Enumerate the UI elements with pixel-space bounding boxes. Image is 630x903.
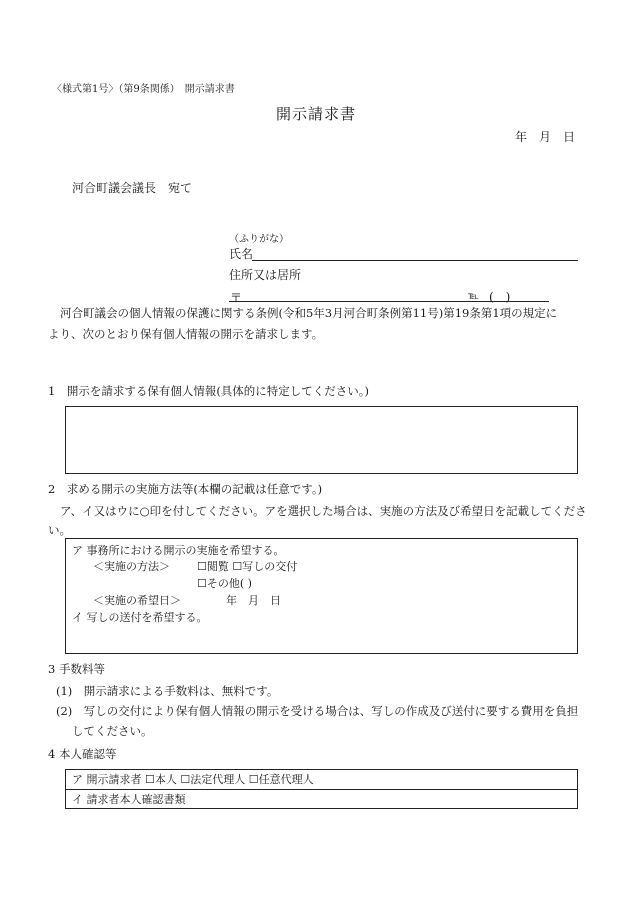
tel-paren: ( ) — [489, 290, 511, 304]
method-label: ＜実施の方法＞ — [93, 560, 170, 573]
section2-note-line-2: い。 — [48, 523, 71, 537]
address-input-line[interactable] — [229, 301, 549, 302]
section4-heading: 4 本人確認等 — [48, 747, 117, 761]
furigana-label: （ふりがな） — [229, 234, 289, 245]
fee-item-2-line-2: してください。 — [72, 724, 153, 738]
postal-mark: 〒 — [230, 291, 243, 305]
option-i-mail-copy[interactable]: イ 写しの送付を希望する。 — [72, 611, 208, 624]
preferred-date-field[interactable]: 年 月 日 — [226, 594, 281, 607]
personal-info-input-box[interactable] — [65, 406, 578, 474]
intro-line-2: より、次のとおり保有個人情報の開示を請求します。 — [48, 327, 324, 341]
preferred-date-label: ＜実施の希望日＞ — [93, 594, 181, 607]
method-other[interactable]: ☐その他( ) — [197, 577, 252, 590]
fee-item-2-line-1: (2) 写しの交付により保有個人情報の開示を受ける場合は、写しの作成及び送付に要する費用を負担 — [56, 704, 579, 718]
section3-heading: 3 手数料等 — [48, 662, 105, 676]
method-options[interactable]: ☐閲覧 ☐写しの交付 — [197, 560, 298, 573]
option-a-office-disclosure[interactable]: ア 事務所における開示の実施を希望する。 — [72, 544, 285, 557]
disclosure-method-box — [65, 538, 578, 654]
id-documents-row[interactable]: イ 請求者本人確認書類 — [66, 789, 577, 808]
section1-heading: 1 開示を請求する保有個人情報(具体的に特定してください。) — [48, 384, 370, 398]
tel-label: ℡ — [468, 291, 479, 302]
form-number: 〈様式第1号〉（第9条関係） 開示請求書 — [52, 84, 235, 95]
name-input-line[interactable] — [252, 260, 578, 261]
requester-type-row[interactable]: ア 開示請求者 ☐本人 ☐法定代理人 ☐任意代理人 — [72, 773, 314, 786]
section2-heading: 2 求める開示の実施方法等(本欄の記載は任意です。) — [48, 482, 323, 496]
date-field[interactable]: 年 月 日 — [515, 130, 576, 144]
identity-table — [65, 769, 578, 809]
intro-line-1: 河合町議会の個人情報の保護に関する条例(令和5年3月河合町条例第11号)第19条第1項の規定に — [60, 306, 558, 320]
addressee: 河合町議会議長 宛て — [72, 181, 193, 195]
section2-note-line-1: ア、イ又はウに○印を付してください。アを選択した場合は、実施の方法及び希望日を記載してくださ — [60, 504, 587, 518]
fee-item-1: (1) 開示請求による手数料は、無料です。 — [56, 684, 279, 698]
name-label: 氏名 — [229, 247, 254, 261]
address-label: 住所又は居所 — [229, 268, 302, 282]
page-title: 開示請求書 — [276, 105, 357, 123]
